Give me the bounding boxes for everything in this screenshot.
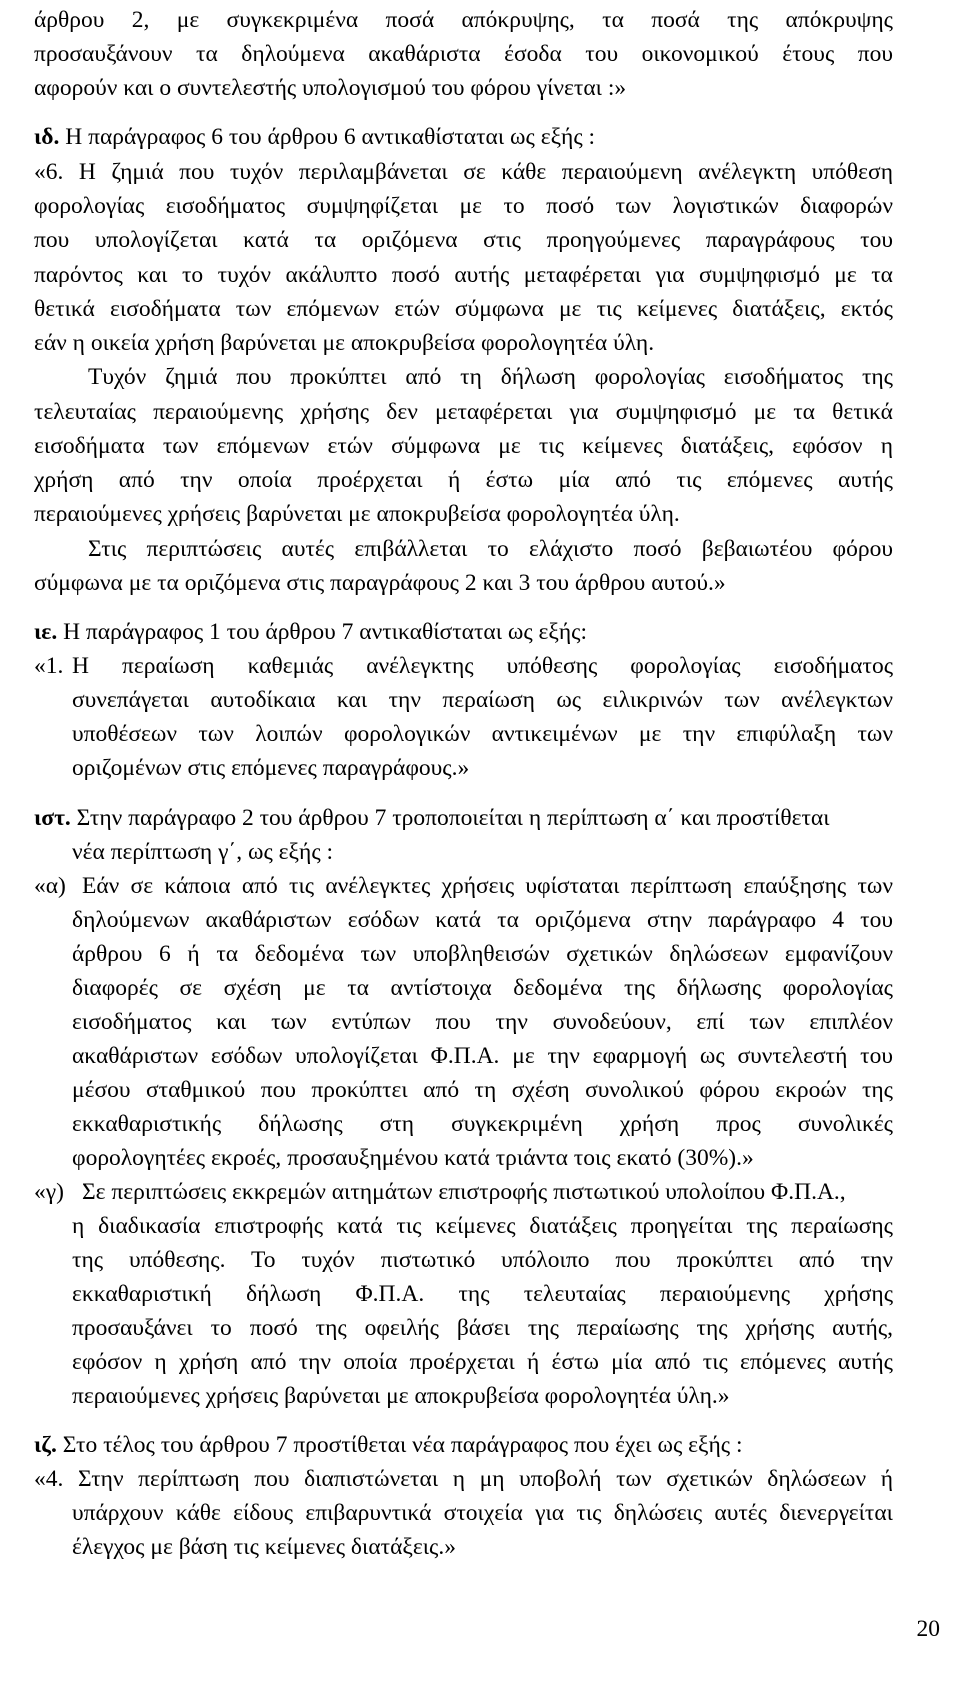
text-line: προσαυξάνει το ποσό της οφειλής βάσει της περαίωσης της χρήσης αυτής, (72, 1315, 893, 1341)
text-line: παρόντος και το τυχόν ακάλυπτο ποσό αυτής μεταφέρεται για συμψηφισμό με τα (34, 262, 893, 288)
text-line: φορολογίας εισοδήματος συμψηφίζεται με το ποσό των λογιστικών διαφορών (34, 193, 893, 219)
text-line: ακαθάριστων εσόδων υπολογίζεται Φ.Π.Α. με την εφαρμογή ως συντελεστή του (72, 1043, 893, 1069)
section-label: ιε. (34, 619, 58, 645)
page-number: 20 (916, 1616, 940, 1642)
text-line: συνεπάγεται αυτοδίκαια και την περαίωση ως ειλικρινών των ανέλεγκτων (72, 687, 893, 713)
text-line: «4. Στην περίπτωση που διαπιστώνεται η μη υποβολή των σχετικών δηλώσεων ή (34, 1466, 893, 1492)
section-text: Η παράγραφος 6 του άρθρου 6 αντικαθίσταται ως εξής : (59, 124, 596, 150)
text-line: μέσου σταθμικού που προκύπτει από τη σχέση συνολικού φόρου εκροών της (72, 1077, 893, 1103)
section-text: Στην παράγραφο 2 του άρθρου 7 τροποποιείται η περίπτωση α΄ και προστίθεται (70, 805, 830, 831)
text-line: φορολογητέες εκροές, προσαυξημένου κατά τριάντα τοις εκατό (30%).» (72, 1145, 754, 1171)
text-line: εκκαθαριστικής δήλωσης στη συγκεκριμένη χρήση προς συνολικές (72, 1111, 893, 1137)
section-label: ιστ. (34, 805, 71, 831)
section-heading (34, 1429, 742, 1461)
text-line: εφόσον η χρήση από την οποία προέρχεται ή έστω μία από τις επόμενες αυτής (72, 1349, 893, 1375)
text-line: εάν η οικεία χρήση βαρύνεται με αποκρυβείσα φορολογητέα ύλη. (34, 330, 655, 356)
text-line: η διαδικασία επιστροφής κατά τις κείμενες διατάξεις προηγείται της περαίωσης (72, 1213, 893, 1239)
section-heading (34, 802, 830, 834)
text-line: Στις περιπτώσεις αυτές επιβάλλεται το ελάχιστο ποσό βεβαιωτέου φόρου (88, 536, 893, 562)
text-line: χρήση από την οποία προέρχεται ή έστω μία από τις επόμενες αυτής (34, 467, 893, 493)
text-line: Εάν σε κάποια από τις ανέλεγκτες χρήσεις υφίσταται περίπτωση επαύξησης των (82, 873, 893, 899)
text-line: νέα περίπτωση γ΄, ως εξής : (72, 839, 334, 865)
list-marker: «α) (34, 873, 66, 899)
section-text: Στο τέλος του άρθρου 7 προστίθεται νέα παράγραφος που έχει ως εξής : (56, 1432, 743, 1458)
text-line: εισοδήματος και των εντύπων που την συνοδεύουν, επί των επιπλέον (72, 1009, 893, 1035)
section-heading (34, 616, 587, 648)
text-line: αφορούν και ο συντελεστής υπολογισμού του φόρου γίνεται :» (34, 75, 627, 101)
text-line: οριζομένων στις επόμενες παραγράφους.» (72, 755, 470, 781)
section-label: ιδ. (34, 124, 60, 150)
text-line: άρθρου 2, με συγκεκριμένα ποσά απόκρυψης, τα ποσά της απόκρυψης (34, 7, 893, 33)
text-line: έλεγχος με βάση τις κείμενες διατάξεις.» (72, 1534, 456, 1560)
text-line: δηλούμενων ακαθάριστων εσόδων κατά τα οριζόμενα στην παράγραφο 4 του (72, 907, 893, 933)
text-line: εκκαθαριστική δήλωση Φ.Π.Α. της τελευταίας περαιούμενης χρήσης (72, 1281, 893, 1307)
text-line: προσαυξάνουν τα δηλούμενα ακαθάριστα έσοδα του οικονομικού έτους που (34, 41, 893, 67)
text-line: Σε περιπτώσεις εκκρεμών αιτημάτων επιστροφής πιστωτικού υπολοίπου Φ.Π.Α., (82, 1179, 846, 1205)
text-line: υποθέσεων των λοιπών φορολογικών αντικειμένων με την επιφύλαξη των (72, 721, 893, 747)
text-line: σύμφωνα με τα οριζόμενα στις παραγράφους 2 και 3 του άρθρου αυτού.» (34, 570, 726, 596)
section-heading (34, 121, 595, 153)
text-line: περαιούμενες χρήσεις βαρύνεται με αποκρυβείσα φορολογητέα ύλη. (34, 501, 680, 527)
list-marker: «γ) (34, 1179, 64, 1205)
text-line: «6. Η ζημιά που τυχόν περιλαμβάνεται σε κάθε περαιούμενη ανέλεγκτη υπόθεση (34, 159, 893, 185)
text-line: εισοδήματα των επόμενων ετών σύμφωνα με τις κείμενες διατάξεις, εφόσον η (34, 433, 893, 459)
text-line: της υπόθεσης. Το τυχόν πιστωτικό υπόλοιπο που προκύπτει από την (72, 1247, 893, 1273)
text-line: Η περαίωση καθεμιάς ανέλεγκτης υπόθεσης φορολογίας εισοδήματος (72, 653, 893, 679)
text-line: άρθρου 6 ή τα δεδομένα των υποβληθεισών σχετικών δηλώσεων εμφανίζουν (72, 941, 893, 967)
text-line: διαφορές σε σχέση με τα αντίστοιχα δεδομένα της δήλωσης φορολογίας (72, 975, 893, 1001)
text-line: περαιούμενες χρήσεις βαρύνεται με αποκρυβείσα φορολογητέα ύλη.» (72, 1383, 730, 1409)
text-line: τελευταίας περαιούμενης χρήσης δεν μεταφέρεται για συμψηφισμό με τα θετικά (34, 399, 893, 425)
text-line: υπάρχουν κάθε είδους επιβαρυντικά στοιχεία για τις δηλώσεις αυτές διενεργείται (72, 1500, 893, 1526)
text-line: που υπολογίζεται κατά τα οριζόμενα στις προηγούμενες παραγράφους του (34, 227, 893, 253)
text-line: θετικά εισοδήματα των επόμενων ετών σύμφωνα με τις κείμενες διατάξεις, εκτός (34, 296, 893, 322)
list-marker: «1. (34, 653, 64, 679)
section-text: Η παράγραφος 1 του άρθρου 7 αντικαθίσταται ως εξής: (57, 619, 588, 645)
text-line: Τυχόν ζημιά που προκύπτει από τη δήλωση φορολογίας εισοδήματος της (88, 364, 893, 390)
section-label: ιζ. (34, 1432, 57, 1458)
